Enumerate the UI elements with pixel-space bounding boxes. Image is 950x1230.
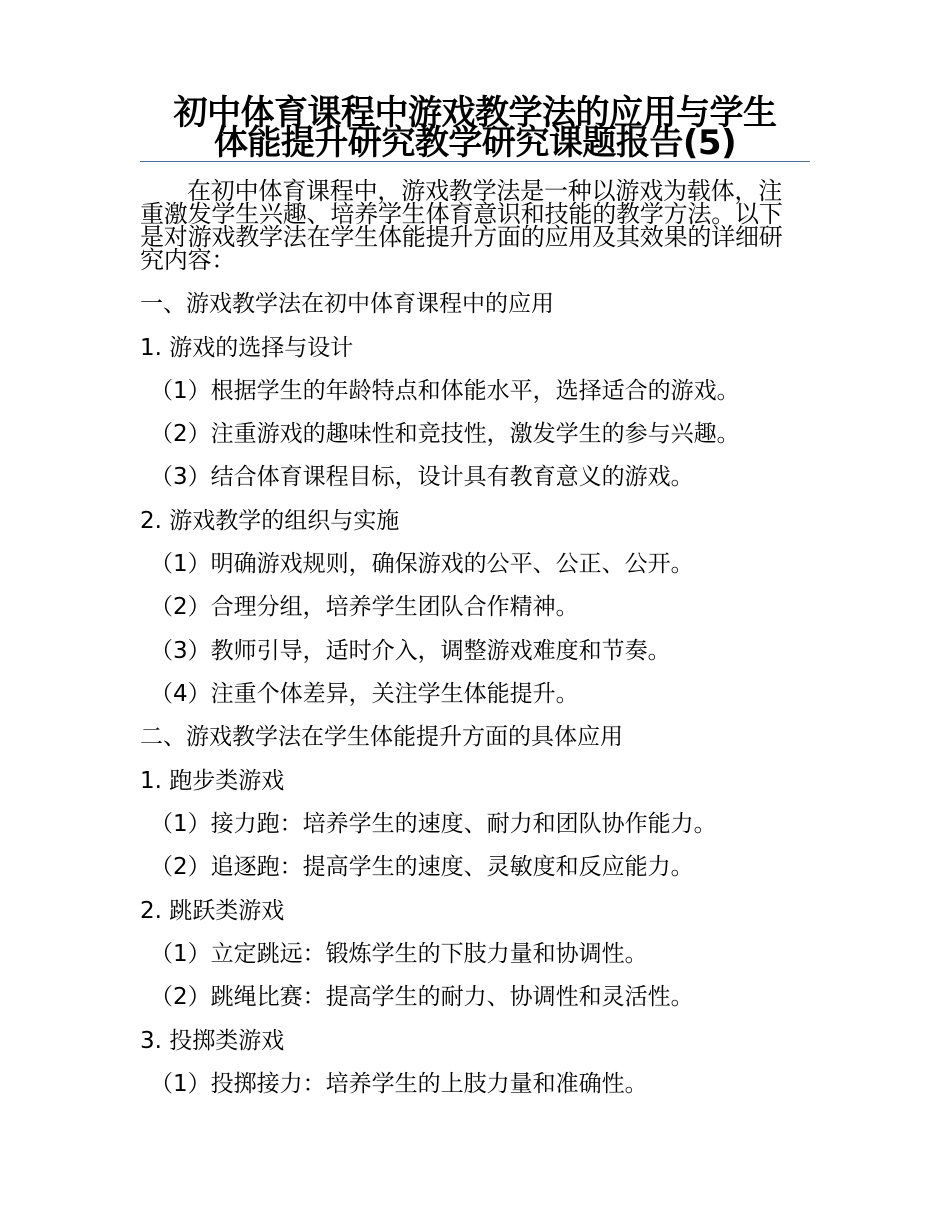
- list-item: （3）结合体育课程目标，设计具有教育意义的游戏。: [150, 464, 694, 490]
- intro-line-1: 在初中体育课程中，游戏教学法是一种以游戏为载体，注: [187, 177, 782, 205]
- subsection-heading: 2. 游戏教学的组织与实施: [140, 508, 400, 534]
- subsection-heading: 3. 投掷类游戏: [140, 1028, 285, 1054]
- list-item: （1）根据学生的年龄特点和体能水平，选择适合的游戏。: [150, 378, 740, 404]
- list-item: （1）立定跳远：锻炼学生的下肢力量和协调性。: [150, 941, 648, 967]
- list-item: （4）注重个体差异，关注学生体能提升。: [150, 681, 579, 707]
- intro-line-3: 是对游戏教学法在学生体能提升方面的应用及其效果的详细研: [140, 223, 783, 251]
- intro-paragraph: [140, 177, 810, 274]
- list-item: （1）投掷接力：培养学生的上肢力量和准确性。: [150, 1071, 648, 1097]
- document-title: [140, 93, 810, 163]
- intro-line-2: 重激发学生兴趣、培养学生体育意识和技能的教学方法。以下: [140, 200, 783, 228]
- subsection-heading: 1. 游戏的选择与设计: [140, 335, 354, 361]
- title-line-1: 初中体育课程中游戏教学法的应用与学生: [173, 93, 777, 133]
- section-heading-1: 一、游戏教学法在初中体育课程中的应用: [140, 291, 554, 317]
- subsection-heading: 2. 跳跃类游戏: [140, 898, 285, 924]
- list-item: （2）合理分组，培养学生团队合作精神。: [150, 594, 579, 620]
- list-item: （1）接力跑：培养学生的速度、耐力和团队协作能力。: [150, 811, 717, 837]
- list-item: （2）追逐跑：提高学生的速度、灵敏度和反应能力。: [150, 854, 694, 880]
- list-item: （1）明确游戏规则，确保游戏的公平、公正、公开。: [150, 551, 694, 577]
- intro-line-4: 究内容：: [140, 246, 236, 274]
- subsection-heading: 1. 跑步类游戏: [140, 768, 285, 794]
- list-item: （2）跳绳比赛：提高学生的耐力、协调性和灵活性。: [150, 984, 694, 1010]
- title-line-2: 体能提升研究教学研究课题报告(5): [213, 123, 737, 163]
- list-item: （3）教师引导，适时介入，调整游戏难度和节奏。: [150, 638, 671, 664]
- list-item: （2）注重游戏的趣味性和竞技性，激发学生的参与兴趣。: [150, 421, 740, 447]
- section-heading-2: 二、游戏教学法在学生体能提升方面的具体应用: [140, 724, 623, 750]
- title-underline: [140, 161, 810, 162]
